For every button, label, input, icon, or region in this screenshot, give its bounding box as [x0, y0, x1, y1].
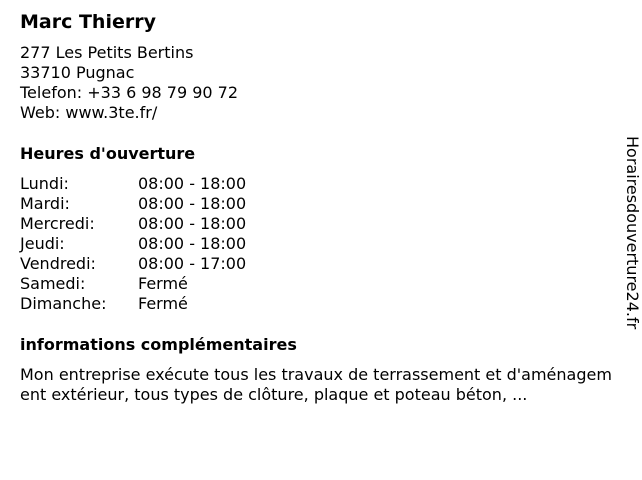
hours-heading: Heures d'ouverture [20, 144, 196, 163]
hours-row-tuesday [20, 194, 620, 214]
info-heading: informations complémentaires [20, 335, 297, 354]
web-line: Web: www.3te.fr/ [20, 103, 158, 122]
time-value: 08:00 - 18:00 [138, 214, 247, 233]
business-card [20, 10, 620, 405]
hours-row-friday [20, 254, 620, 274]
hours-row-sunday [20, 294, 620, 314]
day-label: Mercredi: [20, 214, 95, 233]
contact-block [20, 43, 620, 123]
day-label: Jeudi: [20, 234, 65, 253]
day-label: Samedi: [20, 274, 86, 293]
day-label: Dimanche: [20, 294, 107, 313]
hours-row-saturday [20, 274, 620, 294]
address-city: 33710 Pugnac [20, 63, 135, 82]
hours-row-monday [20, 174, 620, 194]
hours-table [20, 174, 620, 314]
time-value: Fermé [138, 274, 188, 293]
time-value: Fermé [138, 294, 188, 313]
day-label: Vendredi: [20, 254, 96, 273]
hours-row-thursday [20, 234, 620, 254]
info-description: Mon entreprise exécute tous les travaux de terrassement et d'aménagement extérieur, tous types de clôture, plaque et poteau béton, ... [20, 365, 612, 404]
address-street: 277 Les Petits Bertins [20, 43, 194, 62]
site-watermark: Horairesdouverture24.fr [623, 136, 642, 330]
time-value: 08:00 - 18:00 [138, 194, 247, 213]
day-label: Mardi: [20, 194, 70, 213]
time-value: 08:00 - 18:00 [138, 234, 247, 253]
phone-line: Telefon: +33 6 98 79 90 72 [20, 83, 239, 102]
business-name: Marc Thierry [20, 11, 156, 33]
day-label: Lundi: [20, 174, 69, 193]
hours-row-wednesday [20, 214, 620, 234]
time-value: 08:00 - 17:00 [138, 254, 247, 273]
time-value: 08:00 - 18:00 [138, 174, 247, 193]
